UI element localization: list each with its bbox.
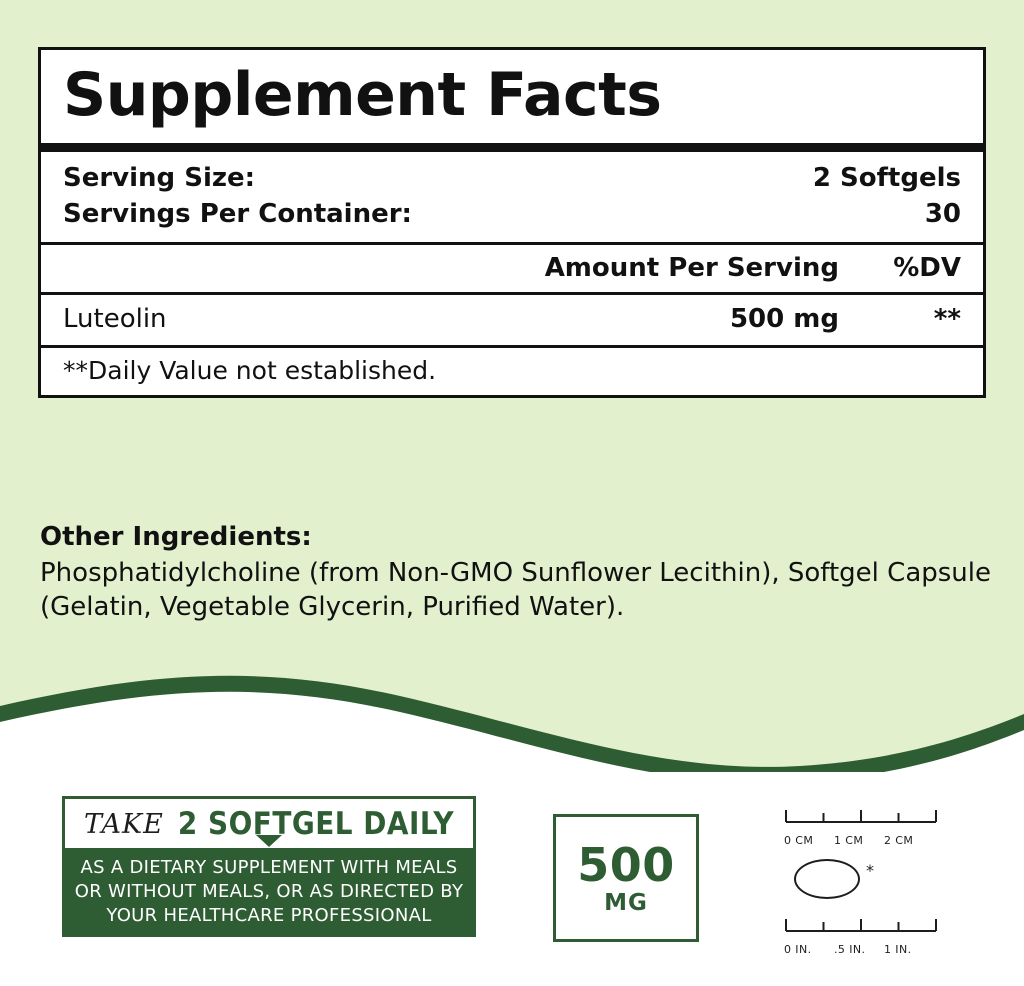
- amount-header-row: [41, 245, 983, 292]
- serving-size-value: 2 Softgels: [812, 163, 961, 193]
- capsule-size-row: [780, 859, 980, 899]
- size-guide: [780, 804, 980, 964]
- ingredient-dv: **: [933, 304, 961, 334]
- notch-triangle-icon: [256, 835, 282, 847]
- supplement-facts-panel: [38, 47, 986, 398]
- softgel-capsule-icon: [794, 859, 860, 899]
- serving-size-row: [41, 160, 983, 196]
- serving-info-group: [41, 152, 983, 242]
- divider-thick-top: [41, 143, 983, 152]
- directions-block: [62, 796, 476, 937]
- label-bottom-panel: [0, 772, 1024, 986]
- in-tick-1: .5 IN.: [834, 943, 866, 956]
- directions-instructions-text: AS A DIETARY SUPPLEMENT WITH MEALS OR WITHOUT MEALS, OR AS DIRECTED BY YOUR HEALTHCARE PROFESSIONAL: [74, 857, 464, 926]
- serving-size-label: Serving Size:: [63, 163, 256, 193]
- dose-label: 2 SOFTGEL DAILY: [177, 806, 455, 842]
- other-ingredients-heading: Other Ingredients:: [40, 522, 312, 552]
- ingredient-name: Luteolin: [63, 304, 167, 334]
- other-ingredients-text: Phosphatidylcholine (from Non-GMO Sunflower Lecithin), Softgel Capsule (Gelatin, Vegetable Glycerin, Purified Water).: [40, 558, 991, 623]
- cm-ruler-icon: [780, 804, 980, 828]
- servings-per-container-label: Servings Per Container:: [63, 199, 412, 229]
- servings-per-container-row: [41, 196, 983, 232]
- percent-dv-header: %DV: [893, 253, 961, 283]
- inch-ruler-icon: [780, 913, 980, 937]
- cm-tick-1: 1 CM: [834, 834, 864, 847]
- table-row: [41, 295, 983, 345]
- amount-per-serving-header: Amount Per Serving: [544, 253, 839, 283]
- strength-unit: MG: [604, 889, 648, 916]
- servings-per-container-value: 30: [924, 199, 961, 229]
- wave-divider: [0, 662, 1024, 790]
- inch-ruler-labels: [780, 943, 980, 956]
- in-tick-2: 1 IN.: [884, 943, 912, 956]
- cm-ruler-labels: [780, 834, 980, 847]
- daily-value-footnote: **Daily Value not established.: [63, 356, 437, 385]
- strength-value: 500: [577, 837, 675, 892]
- cm-tick-0: 0 CM: [784, 834, 814, 847]
- cm-tick-2: 2 CM: [884, 834, 914, 847]
- directions-instructions: [62, 848, 476, 937]
- capsule-asterisk: *: [866, 861, 874, 880]
- strength-badge: [553, 814, 699, 942]
- take-word-label: TAKE: [83, 808, 164, 840]
- other-ingredients-block: [40, 522, 1002, 625]
- in-tick-0: 0 IN.: [784, 943, 812, 956]
- supplement-facts-title: Supplement Facts: [63, 60, 662, 130]
- ingredient-amount: 500 mg: [729, 304, 839, 334]
